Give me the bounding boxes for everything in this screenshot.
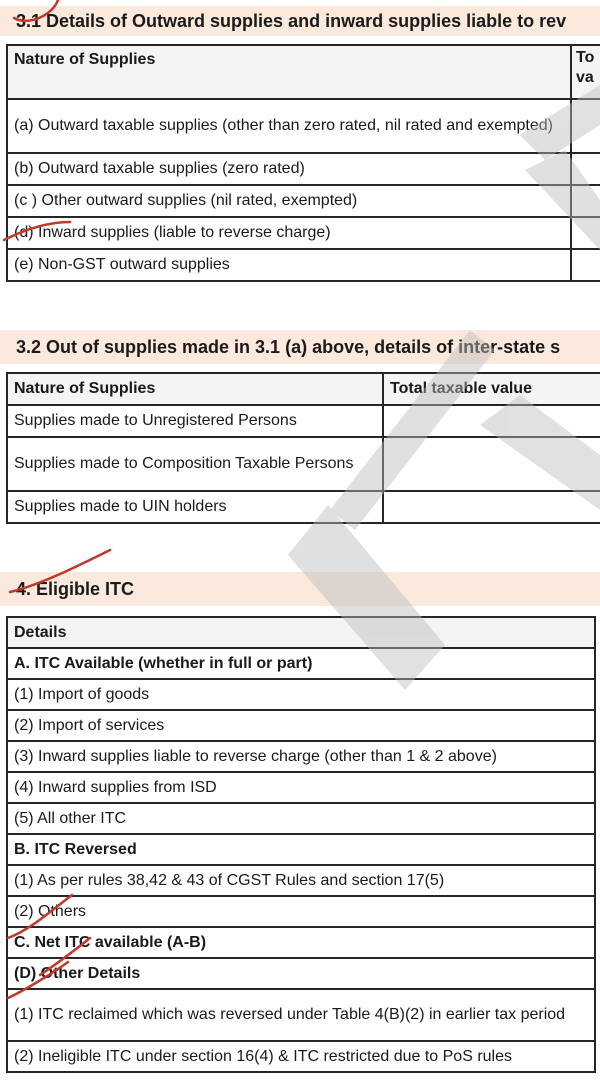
row-label: (1) As per rules 38,42 & 43 of CGST Rules and section 17(5) xyxy=(7,865,595,896)
row-label: Supplies made to Composition Taxable Persons xyxy=(7,437,383,491)
value-cell xyxy=(383,491,600,523)
row-label: (D) Other Details xyxy=(7,958,595,989)
table-row xyxy=(7,217,600,249)
row-label: Supplies made to Unregistered Persons xyxy=(7,405,383,437)
outward-supplies-table xyxy=(6,44,600,282)
table-row xyxy=(7,896,595,927)
table-row xyxy=(7,989,595,1041)
table-row xyxy=(7,958,595,989)
row-label: (1) Import of goods xyxy=(7,679,595,710)
section-4-heading: 4. Eligible ITC xyxy=(0,572,600,606)
row-label: (c ) Other outward supplies (nil rated, exempted) xyxy=(7,185,571,217)
table-header-row xyxy=(7,45,600,99)
row-label: (d) Inward supplies (liable to reverse charge) xyxy=(7,217,571,249)
row-label: A. ITC Available (whether in full or part) xyxy=(7,648,595,679)
row-label: (2) Others xyxy=(7,896,595,927)
table-row xyxy=(7,99,600,153)
row-label: (b) Outward taxable supplies (zero rated) xyxy=(7,153,571,185)
col-total-value-clipped: To va xyxy=(571,45,600,99)
table-row xyxy=(7,927,595,958)
value-cell xyxy=(571,185,600,217)
value-cell xyxy=(571,153,600,185)
row-label: (1) ITC reclaimed which was reversed under Table 4(B)(2) in earlier tax period xyxy=(7,989,595,1041)
row-label: B. ITC Reversed xyxy=(7,834,595,865)
table-row xyxy=(7,772,595,803)
table-row xyxy=(7,1041,595,1072)
row-label: (3) Inward supplies liable to reverse charge (other than 1 & 2 above) xyxy=(7,741,595,772)
table-row xyxy=(7,741,595,772)
row-label: (2) Import of services xyxy=(7,710,595,741)
table-row xyxy=(7,491,600,523)
table-header-row xyxy=(7,373,600,405)
row-label: (4) Inward supplies from ISD xyxy=(7,772,595,803)
row-label: (e) Non-GST outward supplies xyxy=(7,249,571,281)
inter-state-supplies-table xyxy=(6,372,600,524)
table-row xyxy=(7,437,600,491)
value-cell xyxy=(571,249,600,281)
value-cell xyxy=(383,405,600,437)
table-row xyxy=(7,405,600,437)
table-row xyxy=(7,185,600,217)
row-label: (5) All other ITC xyxy=(7,803,595,834)
table-row xyxy=(7,710,595,741)
col-nature-of-supplies: Nature of Supplies xyxy=(7,373,383,405)
section-3-1-heading: 3.1 Details of Outward supplies and inward supplies liable to rev xyxy=(0,6,600,36)
row-label: (2) Ineligible ITC under section 16(4) & ITC restricted due to PoS rules xyxy=(7,1041,595,1072)
row-label: (a) Outward taxable supplies (other than zero rated, nil rated and exempted) xyxy=(7,99,571,153)
value-cell xyxy=(383,437,600,491)
row-label: C. Net ITC available (A-B) xyxy=(7,927,595,958)
table-row xyxy=(7,803,595,834)
table-row xyxy=(7,648,595,679)
col-details: Details xyxy=(7,617,595,648)
table-row xyxy=(7,865,595,896)
table-row xyxy=(7,249,600,281)
table-row xyxy=(7,153,600,185)
col-nature-of-supplies: Nature of Supplies xyxy=(7,45,571,99)
table-row xyxy=(7,834,595,865)
eligible-itc-table xyxy=(6,616,596,1073)
table-row xyxy=(7,679,595,710)
table-header-row xyxy=(7,617,595,648)
col-total-taxable-value: Total taxable value xyxy=(383,373,600,405)
value-cell xyxy=(571,99,600,153)
section-3-2-heading: 3.2 Out of supplies made in 3.1 (a) above, details of inter-state s xyxy=(0,330,600,364)
row-label: Supplies made to UIN holders xyxy=(7,491,383,523)
value-cell xyxy=(571,217,600,249)
